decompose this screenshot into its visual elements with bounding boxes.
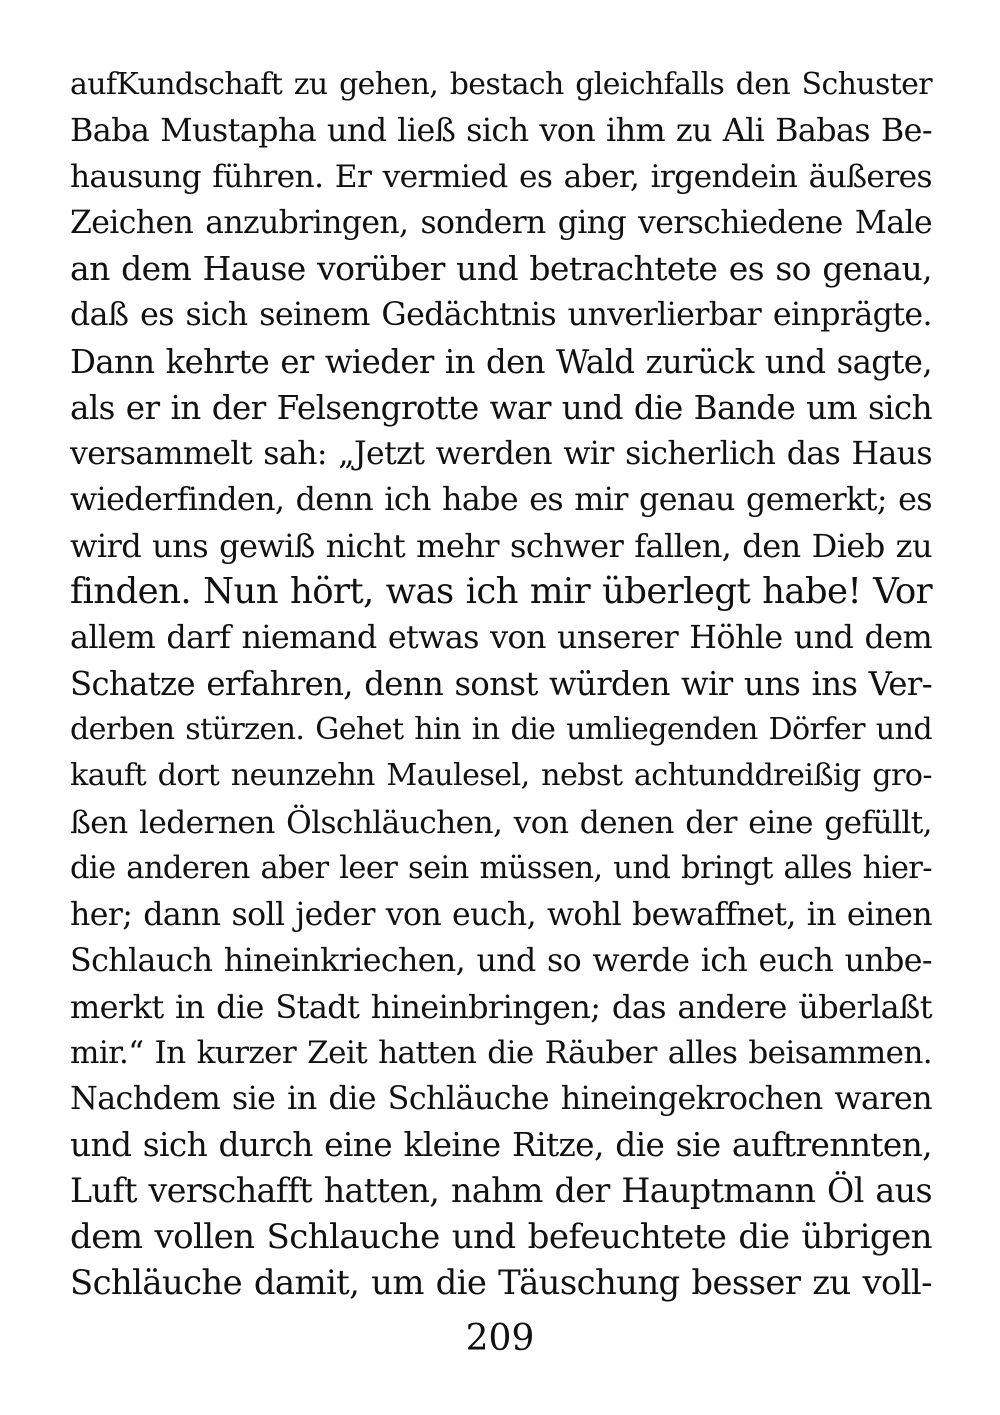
text-line: Schläuche damit, um die Täuschung besser zu voll- — [70, 1263, 932, 1303]
page-number: 209 — [465, 1318, 535, 1359]
text-line: als er in der Felsengrotte war und die Bande um sich — [70, 388, 932, 427]
text-line: kauft dort neunzehn Maulesel, nebst achtunddreißig gro- — [70, 758, 932, 794]
text-line: Schatze erfahren, denn sonst würden wir uns ins Ver- — [70, 665, 932, 704]
text-line: an dem Hause vorüber und betrachtete es so genau, — [70, 249, 932, 289]
text-line: allem darf niemand etwas von unserer Höhle und dem — [70, 619, 932, 657]
text-line: Nachdem sie in die Schläuche hineingekrochen waren — [70, 1080, 932, 1118]
text-line: Schlauch hineinkriechen, und so werde ich euch unbe- — [70, 942, 932, 979]
text-line: versammelt sah: „Jetzt werden wir sicherlich das Haus — [70, 435, 932, 472]
text-line: Dann kehrte er wieder in den Wald zurück und sagte, — [70, 342, 932, 381]
text-line: wird uns gewiß nicht mehr schwer fallen, den Dieb zu — [70, 526, 932, 565]
text-line: Zeichen anzubringen, sondern ging verschiedene Male — [70, 205, 932, 242]
text-line: mir.“ In kurzer Zeit hatten die Räuber alles beisammen. — [70, 1034, 932, 1071]
text-line: dem vollen Schlauche und befeuchtete die übrigen — [70, 1217, 932, 1258]
text-line: aufKundschaft zu gehen, bestach gleichfalls den Schuster — [70, 67, 932, 102]
text-line: daß es sich seinem Gedächtnis unverlierbar einprägte. — [70, 297, 932, 334]
text-line: Baba Mustapha und ließ sich von ihm zu Ali Babas Be- — [70, 112, 932, 150]
text-line: wiederfinden, denn ich habe es mir genau gemerkt; es — [70, 481, 932, 518]
text-line: merkt in die Stadt hineinbringen; das andere überlaßt — [70, 987, 932, 1026]
text-line: her; dann soll jeder von euch, wohl bewaffnet, in einen — [70, 896, 932, 933]
text-line: ßen ledernen Ölschläuchen, von denen der eine gefüllt, — [70, 804, 932, 841]
text-line: finden. Nun hört, was ich mir überlegt habe! Vor — [70, 571, 932, 613]
text-line: hausung führen. Er vermied es aber, irgendein äußeres — [70, 159, 932, 196]
body-text — [70, 62, 932, 1307]
text-line: Luft verschafft hatten, nahm der Hauptmann Öl aus — [70, 1171, 932, 1211]
text-line: derben stürzen. Gehet hin in die umliegenden Dörfer und — [70, 712, 932, 748]
text-line: und sich durch eine kleine Ritze, die sie auftrennten, — [70, 1126, 932, 1165]
text-line: die anderen aber leer sein müssen, und bringt alles hier- — [70, 850, 932, 886]
